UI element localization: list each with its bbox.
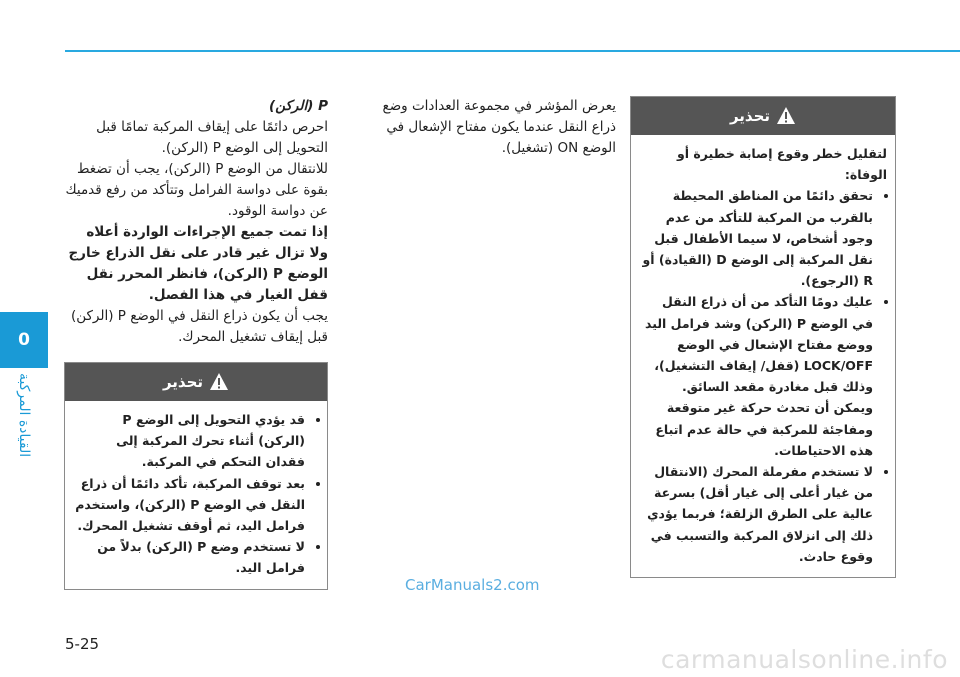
park-paragraph-4: يجب أن يكون ذراع النقل في الوضع P (الركن) قبل إيقاف تشغيل المحرك. xyxy=(70,308,328,345)
left-column xyxy=(64,96,328,590)
caution-body xyxy=(65,401,327,589)
caution-item: • لا تستخدم مفرملة المحرك (الانتقال من غيار أعلى إلى غيار أقل) بسرعة عالية على الطرق الزلقة؛ فربما يؤدي ذلك إلى انزلاق المركبة والتسبب في وقوع حادث. xyxy=(639,461,873,567)
right-column xyxy=(630,96,896,578)
park-paragraph-2: للانتقال من الوضع P (الركن)، يجب أن تضغط بقوة على دواسة الفرامل وتتأكد من رفع قدميك عن دواسة الوقود. xyxy=(65,161,328,219)
warning-icon xyxy=(776,106,796,126)
caution-item: • قد يؤدي التحويل إلى الوضع P (الركن) أثناء تحرك المركبة إلى فقدان التحكم في المركبة. xyxy=(73,409,305,473)
page-number: 5-25 xyxy=(65,635,100,653)
caution-title: تحذير xyxy=(162,372,204,391)
caution-item: • بعد توقف المركبة، تأكد دائمًا أن ذراع النقل في الوضع P (الركن)، واستخدم فرامل اليد، ثم أوقف تشغيل المحرك. xyxy=(73,473,305,537)
caution-list xyxy=(73,409,319,579)
caution-intro: لتقليل خطر وقوع إصابة خطيرة أو الوفاة: xyxy=(676,146,887,183)
header-rule xyxy=(65,50,960,52)
footer-site: carmanualsonline.info xyxy=(660,645,948,674)
caution-header xyxy=(631,97,895,135)
section-label: القيادة المركبة xyxy=(16,372,32,458)
middle-column xyxy=(368,96,616,159)
section-tab[interactable] xyxy=(0,312,48,368)
section-label-wrap xyxy=(0,372,48,458)
caution-box-left xyxy=(64,362,328,590)
caution-title: تحذير xyxy=(729,106,771,125)
caution-item: • تحقق دائمًا من المناطق المحيطة بالقرب من المركبة للتأكد من عدم وجود أشخاص، لا سيما الأطفال قبل نقل المركبة إلى الوضع D (القيادة) أو R (الرجوع). xyxy=(639,185,873,291)
caution-header xyxy=(65,363,327,401)
park-paragraph-3: إذا تمت جميع الإجراءات الواردة أعلاه ولا تزال غير قادر على نقل الذراع خارج الوضع P (الركن)، فانظر المحرر نقل قفل الغيار في هذا الفصل. xyxy=(68,224,328,303)
caution-item: • لا تستخدم وضع P (الركن) بدلاً من فرامل اليد. xyxy=(73,536,305,578)
indicator-paragraph: يعرض المؤشر في مجموعة العدادات وضع ذراع النقل عندما يكون مفتاح الإشعال في الوضع ON (تشغيل). xyxy=(382,98,616,156)
warning-icon xyxy=(209,372,229,392)
park-heading: P (الركن) xyxy=(269,98,328,114)
caution-box-right xyxy=(630,96,896,578)
watermark: CarManuals2.com xyxy=(405,576,540,594)
caution-body xyxy=(631,135,895,577)
caution-item: • عليك دومًا التأكد من أن ذراع النقل في الوضع P (الركن) وشد فرامل اليد ووضع مفتاح الإشعال في الوضع LOCK/OFF (قفل/ إيقاف التشغيل)، وذلك قبل مغادرة مقعد السائق. ويمكن أن تحدث حركة غير متوقعة ومفاجئة للمركبة في حالة عدم اتباع هذه الاحتياطات. xyxy=(639,291,873,461)
caution-list xyxy=(639,185,887,567)
park-paragraph-1: احرص دائمًا على إيقاف المركبة تمامًا قبل التحويل إلى الوضع P (الركن). xyxy=(96,119,328,156)
section-number: 0 xyxy=(18,330,30,350)
